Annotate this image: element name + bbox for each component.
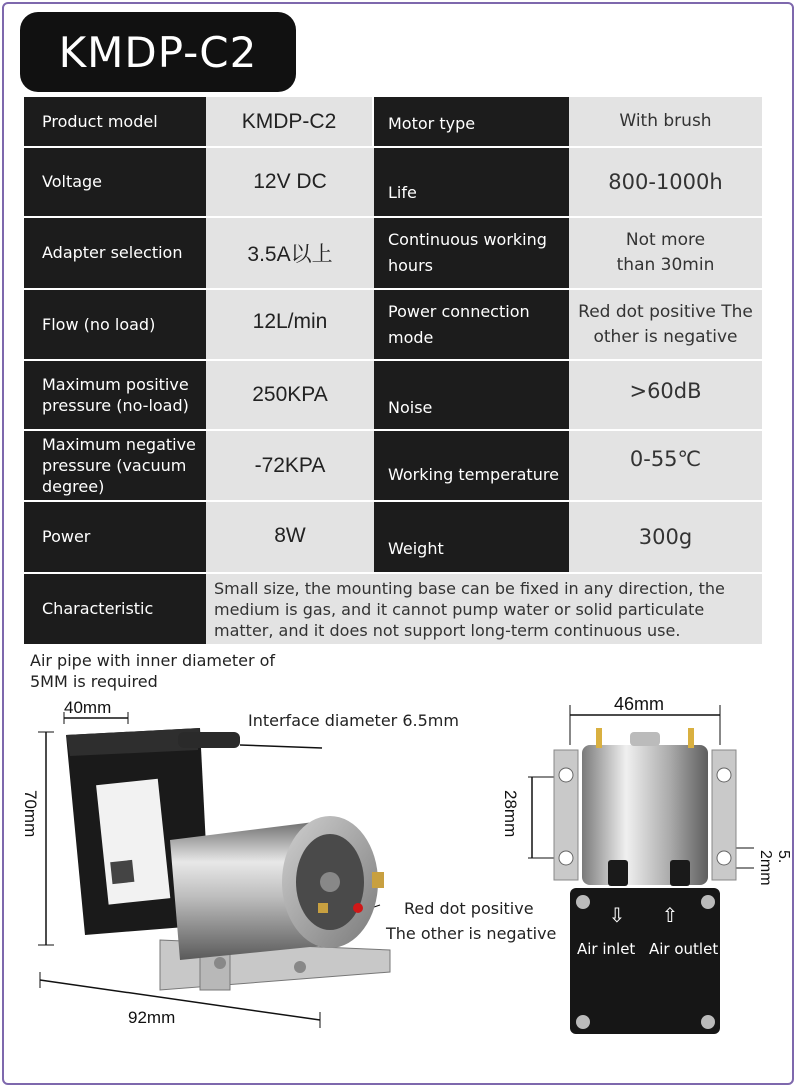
spec-value: 250KPA [206, 361, 374, 429]
table-row [24, 361, 762, 429]
spec-value: 300g [569, 502, 762, 572]
spec-value: >60dB [569, 361, 762, 429]
spec-value: With brush [569, 97, 762, 146]
table-row [24, 218, 762, 288]
spec-label: Product model [24, 97, 206, 146]
table-row [24, 574, 762, 644]
red-dot-marker [353, 903, 363, 913]
dimension-hole-spacing: 28mm [501, 790, 520, 838]
spec-value: Red dot positive The other is negative [569, 290, 762, 359]
spec-label: Life [374, 148, 569, 216]
negative-note: The other is negative [386, 924, 557, 943]
spec-value: Not more than 30min [569, 218, 762, 288]
characteristic-text: Small size, the mounting base can be fixed in any direction, the medium is gas, and it cannot pump water or solid particulate matter, and it does not support long-term continuous use. [206, 574, 762, 644]
air-outlet-label: Air outlet [649, 940, 719, 958]
spec-value: 0-55℃ [569, 431, 762, 500]
spec-label: Power [24, 502, 206, 572]
spec-value: 8W [206, 502, 374, 572]
spec-label: Adapter selection [24, 218, 206, 288]
table-row [24, 431, 762, 500]
spec-label: Flow (no load) [24, 290, 206, 359]
spec-label: Voltage [24, 148, 206, 216]
spec-label: Continuous working hours [374, 218, 569, 288]
interface-diameter-note: Interface diameter 6.5mm [248, 711, 459, 730]
dimension-length-left: 92mm [128, 1008, 176, 1027]
table-row [24, 290, 762, 359]
spec-label: Maximum positive pressure (no-load) [24, 361, 206, 429]
red-dot-note: Red dot positive [404, 899, 534, 918]
dimension-hole-diameter: 5. 2mm [757, 850, 792, 886]
air-inlet-label: Air inlet [577, 940, 636, 958]
characteristic-label: Characteristic [24, 574, 206, 644]
spec-value: -72KPA [206, 431, 374, 500]
dimension-height-left: 70mm [21, 790, 40, 838]
table-row [24, 502, 762, 572]
spec-label: Weight [374, 502, 569, 572]
table-row [24, 97, 762, 146]
table-row [24, 148, 762, 216]
spec-label: Working temperature [374, 431, 569, 500]
air-pipe-note: Air pipe with inner diameter of 5MM is required [30, 651, 276, 691]
spec-value: 3.5A以上 [206, 218, 374, 288]
spec-value: 12V DC [206, 148, 374, 216]
spec-label: Noise [374, 361, 569, 429]
spec-value: 800-1000h [569, 148, 762, 216]
spec-value: 12L/min [206, 290, 374, 359]
spec-label: Power connection mode [374, 290, 569, 359]
pump-front-illustration [520, 690, 790, 1040]
spec-value: KMDP-C2 [206, 97, 374, 146]
pump-side-illustration [30, 690, 570, 1040]
svg-text:⇧: ⇧ [661, 903, 679, 927]
spec-label: Motor type [374, 97, 569, 146]
dimension-width-left: 40mm [64, 698, 112, 717]
product-title: KMDP-C2 [20, 12, 296, 92]
spec-label: Maximum negative pressure (vacuum degree) [24, 431, 206, 500]
dimension-width-right: 46mm [614, 694, 665, 714]
svg-text:⇩: ⇩ [608, 903, 626, 927]
